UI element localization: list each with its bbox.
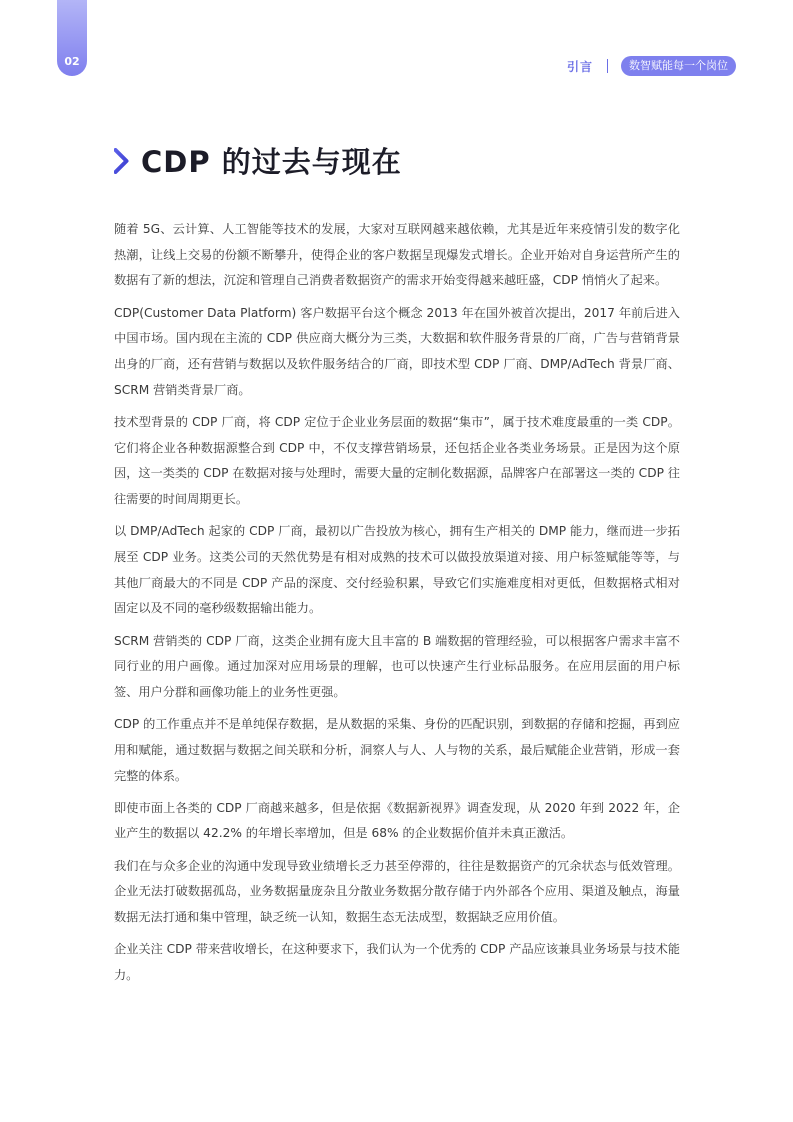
section-label: 引言 — [566, 59, 593, 74]
paragraph-9: 企业关注 CDP 带来营收增长，在这种要求下，我们认为一个优秀的 CDP 产品应该兼具业务场景与技术能力。 — [114, 942, 680, 982]
page-title: CDP 的过去与现在 — [141, 145, 402, 179]
paragraph-5: SCRM 营销类的 CDP 厂商，这类企业拥有庞大且丰富的 B 端数据的管理经验，可以根据客户需求丰富不同行业的用户画像。通过加深对应用场景的理解，也可以快速产生行业标品服务。在应用层面的用户标签、用户分群和画像功能上的业务性更强。 — [114, 633, 680, 699]
paragraph-4: 以 DMP/AdTech 起家的 CDP 厂商，最初以广告投放为核心，拥有生产相关的 DMP 能力，继而进一步拓展至 CDP 业务。这类公司的天然优势是有相对成熟的技术可以做投放渠道对接、用户标签赋能等等，与其他厂商最大的不同是 CDP 产品的深度、交付经验积累，导致它们实施难度相对更低，但数据格式相对固定以及不同的毫秒级数据输出能力。 — [114, 524, 680, 616]
article-body — [114, 217, 680, 995]
chevron-right-icon — [114, 148, 129, 174]
running-header — [567, 56, 736, 76]
paragraph-3: 技术型背景的 CDP 厂商，将 CDP 定位于企业业务层面的数据“集市”，属于技术难度最重的一类 CDP。它们将企业各种数据源整合到 CDP 中，不仅支撑营销场景，还包括企业各类业务场景。正是因为这个原因，这一类类的 CDP 在数据对接与处理时，需要大量的定制化数据源，品牌客户在部署这一类的 CDP 往往需要的时间周期更长。 — [114, 414, 680, 507]
page-number: 02 — [64, 55, 80, 68]
page-number-tab — [57, 0, 87, 76]
paragraph-1: 随着 5G、云计算、人工智能等技术的发展，大家对互联网越来越依赖，尤其是近年来疫情引发的数字化热潮，让线上交易的份额不断攀升，使得企业的客户数据呈现爆发式增长。企业开始对自身运营所产生的数据有了新的想法，沉淀和管理自己消费者数据资产的需求开始变得越来越旺盛，CDP 悄悄火了起来。 — [114, 222, 680, 288]
header-divider — [607, 59, 608, 73]
title-block — [114, 140, 402, 181]
paragraph-6: CDP 的工作重点并不是单纯保存数据，是从数据的采集、身份的匹配识别，到数据的存储和挖掘，再到应用和赋能，通过数据与数据之间关联和分析，洞察人与人、人与物的关系，最后赋能企业营销，形成一套完整的体系。 — [114, 717, 680, 783]
paragraph-2: CDP(Customer Data Platform) 客户数据平台这个概念 2013 年在国外被首次提出，2017 年前后进入中国市场。国内现在主流的 CDP 供应商大概分为三类，大数据和软件服务背景的厂商，广告与营销背景出身的厂商，还有营销与数据以及软件服务结合的厂商，即技术型 CDP 厂商、DMP/AdTech 背景厂商、SCRM 营销类背景厂商。 — [114, 305, 680, 397]
tagline-badge: 数智赋能每一个岗位 — [621, 56, 736, 76]
paragraph-7: 即使市面上各类的 CDP 厂商越来越多，但是依据《数据新视界》调查发现，从 2020 年到 2022 年，企业产生的数据以 42.2% 的年增长率增加，但是 68% 的企业数据价值并未真正激活。 — [114, 800, 680, 841]
paragraph-8: 我们在与众多企业的沟通中发现导致业绩增长乏力甚至停滞的，往往是数据资产的冗余状态与低效管理。企业无法打破数据孤岛，业务数据量庞杂且分散业务数据分散存储于内外部各个应用、渠道及触点，海量数据无法打通和集中管理，缺乏统一认知，数据生态无法成型，数据缺乏应用价值。 — [114, 858, 680, 925]
